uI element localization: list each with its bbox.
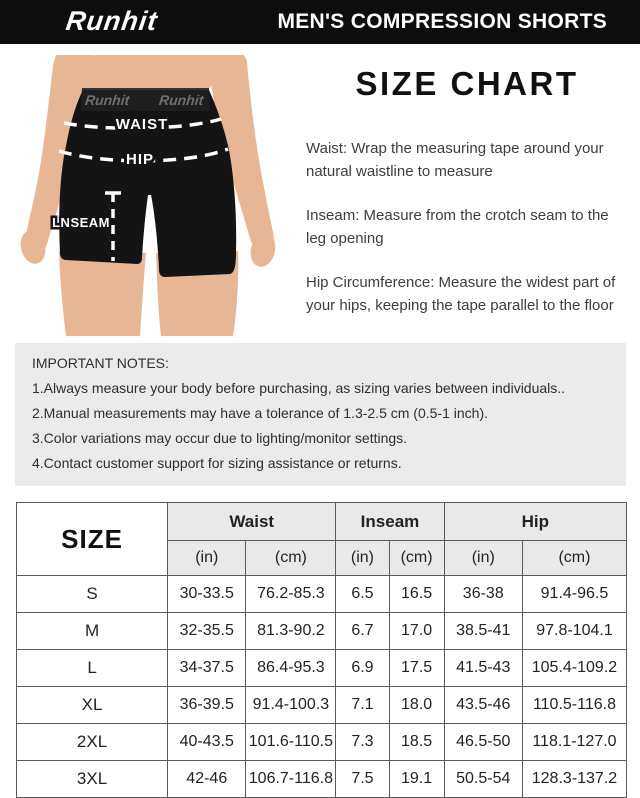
shorts-figure-illustration (0, 55, 300, 336)
hip-cm-value: 110.5-116.8 (522, 687, 626, 724)
inseam-cm-value: 17.0 (389, 613, 444, 650)
inseam-group-header: Inseam (336, 503, 444, 541)
notes-title: IMPORTANT NOTES: (32, 355, 169, 371)
inseam-cm-value: 19.1 (389, 761, 444, 798)
size-value: XL (17, 687, 168, 724)
hip-cm-value: 97.8-104.1 (522, 613, 626, 650)
inseam-instruction: Inseam: Measure from the crotch seam to the leg opening (306, 207, 609, 247)
waist-cm-value: 76.2-85.3 (246, 576, 336, 613)
waist-in-value: 34-37.5 (168, 650, 246, 687)
inseam-in-value: 7.1 (336, 687, 389, 724)
product-image (0, 44, 300, 336)
inseam-in-value: 7.3 (336, 724, 389, 761)
waist-cm-value: 106.7-116.8 (246, 761, 336, 798)
size-value: M (17, 613, 168, 650)
size-chart-title: SIZE CHART (355, 65, 579, 102)
size-value: L (17, 650, 168, 687)
inseam-in-value: 6.9 (336, 650, 389, 687)
waistband-brand-left: Runhit (84, 92, 131, 108)
important-notes-box (15, 343, 626, 486)
hip-instruction: Hip Circumference: Measure the widest part of your hips, keeping the tape parallel to the floor (306, 274, 616, 314)
waist-cm-value: 101.6-110.5 (246, 724, 336, 761)
inseam-label: LNSEAM (52, 215, 110, 230)
waist-cm-value: 86.4-95.3 (246, 650, 336, 687)
inseam-in-value: 6.5 (336, 576, 389, 613)
header-title: MEN'S COMPRESSION SHORTS (277, 10, 607, 33)
table-group-header-row (17, 503, 627, 541)
size-column-header: SIZE (17, 503, 168, 576)
hip-cm-value: 91.4-96.5 (522, 576, 626, 613)
measuring-instructions (300, 44, 640, 336)
brand-logo: Runhit (64, 5, 160, 36)
waist-cm-value: 91.4-100.3 (246, 687, 336, 724)
inseam-cm-value: 16.5 (389, 576, 444, 613)
hip-in-value: 50.5-54 (444, 761, 522, 798)
inseam-cm-value: 18.0 (389, 687, 444, 724)
inseam-cm-value: 18.5 (389, 724, 444, 761)
size-value: 2XL (17, 724, 168, 761)
waist-in-value: 32-35.5 (168, 613, 246, 650)
hip-in-value: 41.5-43 (444, 650, 522, 687)
inseam-in-unit: (in) (336, 541, 389, 576)
inseam-in-value: 7.5 (336, 761, 389, 798)
hip-cm-unit: (cm) (522, 541, 626, 576)
inseam-cm-value: 17.5 (389, 650, 444, 687)
table-row (17, 724, 627, 761)
table-row (17, 761, 627, 798)
hip-cm-value: 118.1-127.0 (522, 724, 626, 761)
note-item: 3.Color variations may occur due to lighting/monitor settings. (32, 430, 408, 446)
hip-label: HIP (125, 151, 155, 168)
inseam-in-value: 6.7 (336, 613, 389, 650)
waist-in-value: 30-33.5 (168, 576, 246, 613)
waist-in-value: 42-46 (168, 761, 246, 798)
note-item: 1.Always measure your body before purchasing, as sizing varies between individuals.. (32, 380, 566, 396)
size-table (16, 502, 627, 798)
table-row (17, 650, 627, 687)
header-bar (0, 0, 640, 44)
waist-in-value: 36-39.5 (168, 687, 246, 724)
size-value: S (17, 576, 168, 613)
table-row (17, 576, 627, 613)
hip-cm-value: 105.4-109.2 (522, 650, 626, 687)
waist-label: WAIST (115, 116, 169, 133)
waist-instruction: Waist: Wrap the measuring tape around your natural waistline to measure (306, 140, 604, 180)
hip-in-value: 46.5-50 (444, 724, 522, 761)
waist-group-header: Waist (168, 503, 336, 541)
hip-in-unit: (in) (444, 541, 522, 576)
table-row (17, 687, 627, 724)
hip-cm-value: 128.3-137.2 (522, 761, 626, 798)
hip-in-value: 36-38 (444, 576, 522, 613)
waist-cm-unit: (cm) (246, 541, 336, 576)
note-item: 2.Manual measurements may have a tolerance of 1.3-2.5 cm (0.5-1 inch). (32, 405, 488, 421)
table-row (17, 613, 627, 650)
size-value: 3XL (17, 761, 168, 798)
waist-in-unit: (in) (168, 541, 246, 576)
hip-group-header: Hip (444, 503, 626, 541)
hip-in-value: 38.5-41 (444, 613, 522, 650)
waist-cm-value: 81.3-90.2 (246, 613, 336, 650)
note-item: 4.Contact customer support for sizing assistance or returns. (32, 455, 402, 471)
hip-in-value: 43.5-46 (444, 687, 522, 724)
waist-in-value: 40-43.5 (168, 724, 246, 761)
inseam-cm-unit: (cm) (389, 541, 444, 576)
top-section (0, 44, 640, 336)
waistband-brand-right: Runhit (158, 92, 205, 108)
